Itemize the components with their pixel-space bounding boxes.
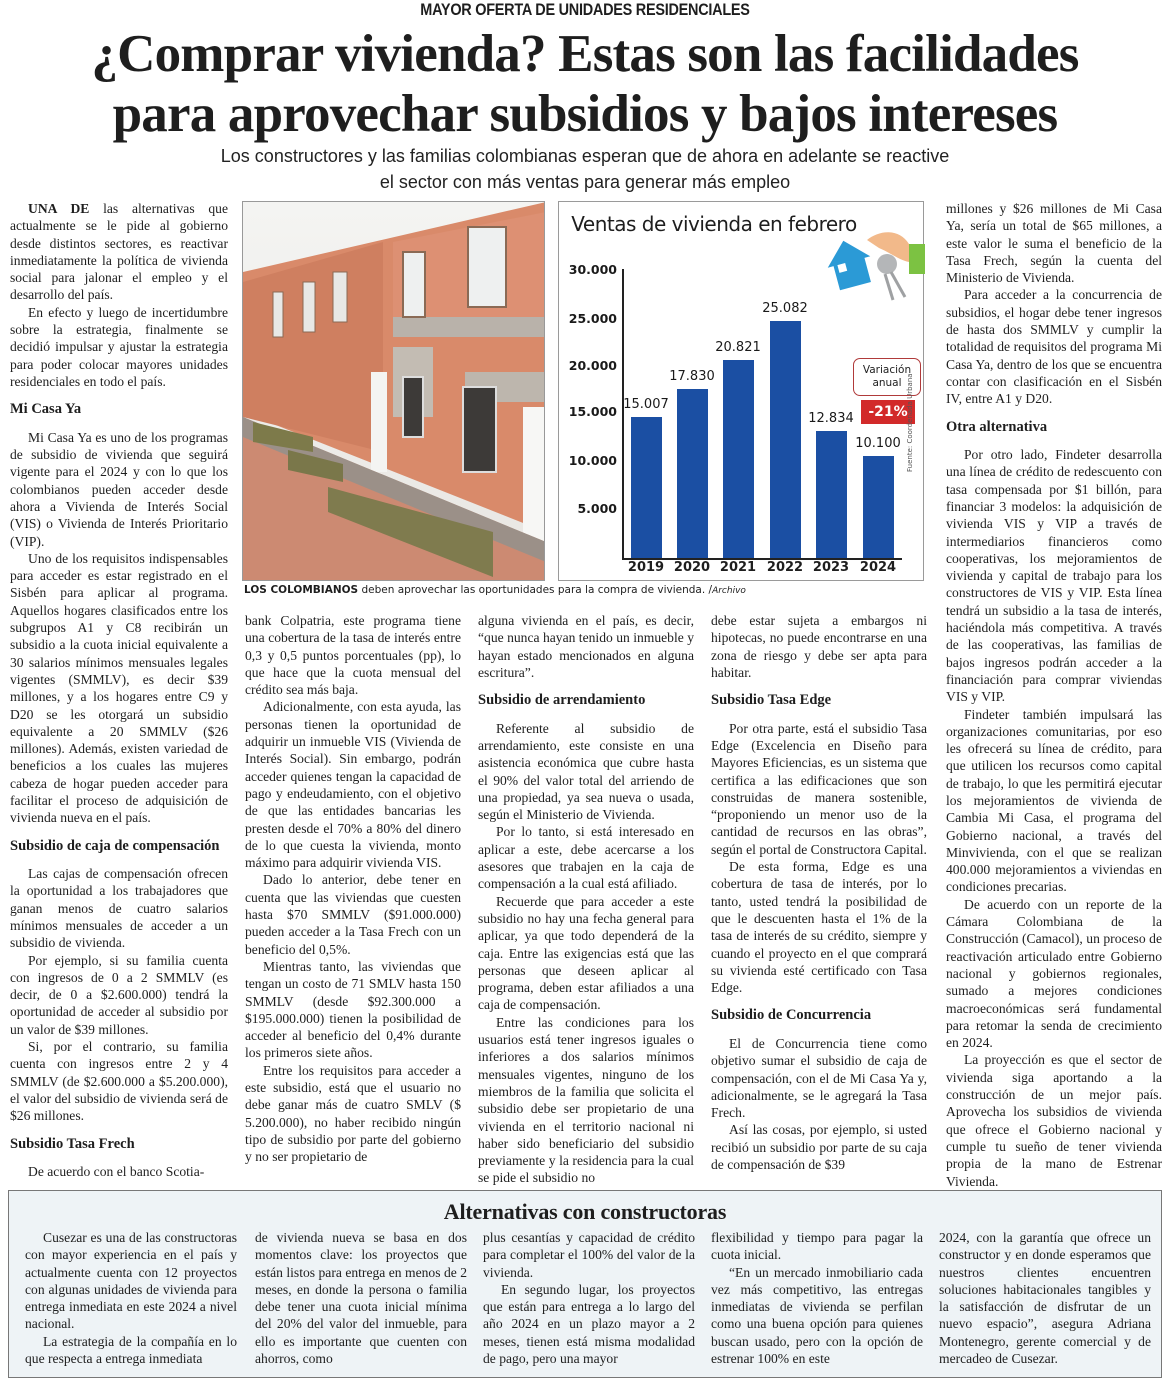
lead-paragraph: UNA DE las alternativas que actualmente se le pide al gobierno desde distintos sectores, es reactivar inmediatamente la política de vivienda social para jalonar el empleo y el desarrollo del país. [10,201,228,303]
paragraph: Dado lo anterior, debe tener en cuenta que las viviendas que cuesten hasta $70 SMMLV ($91.000.000) pueden acceder a la Tasa Frech con un beneficio del 0,5%. [245,872,461,957]
chart-source: Fuente: Coordenada Urbana [906,373,914,472]
subheading-mi-casa-ya: Mi Casa Ya [10,401,82,418]
bar-value-label: 10.100 [855,436,901,451]
paragraph: Entre las condiciones para los usuarios está tener ingresos iguales o inferiores a dos salarios mínimos mensuales vigentes, ninguno de los miembros de la familia que solicita el subsidio debe ser propietario de una vivienda en el territorio nacional ni haber sido beneficiario del subsidio previamente y la residencia para la cual se pide el subsidio no [478,1014,694,1186]
bar-2021 [723,360,754,558]
subheading-tasa-frech: Subsidio Tasa Frech [10,1135,135,1152]
paragraph: Mi Casa Ya es uno de los programas de subsidio de vivienda que seguirá vigente para el 2024 y con lo que los colombianos pueden acceder desde ahora a Vivienda de Interés Social (VIS) o Vivienda de Interés Prioritario (VIP). [10,429,228,549]
sidebar-column-5 [939,1229,1151,1367]
paragraph: Entre los requisitos para acceder a este subsidio, está que el usuario no debe ganar más de cuatro SMLV ($ 5.200.000), no haber recibido ningún tipo de subsidio por parte del gobierno y no ser propietario de [245,1062,461,1165]
sales-bar-chart [558,201,924,581]
x-tick: 2019 [627,560,665,575]
housing-photo [242,201,545,581]
paragraph: Si, por el contrario, su familia cuenta con ingresos entre 2 y 4 SMMLV (de $2.600.000 a $5.200.000), el valor del subsidio de vivienda será de $26 millones. [10,1039,228,1124]
paragraph: alguna vivienda en el país, es decir, “que nunca hayan tenido un inmueble y hayan estado mencionados en alguna escritura”. [478,613,694,680]
x-tick: 2024 [859,560,897,575]
paragraph: Por lo tanto, si está interesado en aplicar a este, debe acercarse a los asesores que trabajen en la caja de compensación a la cual está afiliado. [478,824,694,892]
x-tick: 2022 [766,560,804,575]
y-tick: 5.000 [577,501,617,516]
bar-2023 [816,431,847,558]
paragraph: En segundo lugar, los proyectos que están para entrega a lo largo del año 2024 en un plazo mayor a 2 meses, tienen está misma modalidad de pago, pero una mayor [483,1281,695,1367]
paragraph: de vivienda nueva se basa en dos momentos clave: los proyectos que están listos para entrega en menos de 2 meses, en donde la persona o familia debe tener una cuota inicial mínima del 20% del valor del inmueble, para ello es importante que cuenten con ahorros, como [255,1230,467,1367]
subheading-otra-alternativa: Otra alternativa [946,418,1048,435]
headline [0,24,1170,144]
sidebar-column-3 [483,1229,695,1367]
photo-caption: LOS COLOMBIANOS deben aprovechar las oportunidades para la compra de vivienda. /Archivo [244,584,746,596]
deck-line-1: Los constructores y las familias colombianas esperan que de ahora en adelante se reactive [220,146,950,166]
article-column-5 [946,200,1162,1190]
x-tick: 2020 [673,560,711,575]
kicker: MAYOR OFERTA DE UNIDADES RESIDENCIALES [420,0,750,19]
paragraph: La proyección es que el sector de vivienda siga aportando a la construcción de un mejor país. Aprovecha los subsidios de vivienda que ofrece el Gobierno nacional y cumple tu sueño de tener vivienda propia de la mano de Estrenar Vivienda. [946,1052,1162,1189]
paragraph: De esta forma, Edge es una cobertura de tasa de interés, por lo tanto, usted tendrá la posibilidad de que le descuenten hasta el 1% de la tasa de interés de su crédito, siempre y cuando el proyecto en el que comprará su vivienda esté certificado con Tasa Edge. [711,859,927,996]
sidebar-box-constructoras [8,1190,1162,1378]
deck-subtitle [0,143,1170,195]
headline-line-2: para aprovechar subsidios y bajos intereses [112,85,1058,143]
x-tick: 2023 [812,560,850,575]
paragraph: bank Colpatria, este programa tiene una cobertura de la tasa de interés entre 0,3 y 0,5 puntos porcentuales (pp), lo que hace que la cuota mensual del crédito sea más baja. [245,613,461,698]
annual-variation-label: Variación anual [853,358,921,396]
y-tick: 25.000 [568,311,617,326]
paragraph: Cusezar es una de las constructoras con mayor experiencia en el país y actualmente cuenta con 12 proyectos con algunas unidades de vivienda para entrega inmediata en este 2024 a nivel nacional. [25,1230,237,1332]
article-column-4 [711,612,927,1173]
subheading-concurrencia: Subsidio de Concurrencia [711,1007,872,1024]
bar-2022 [770,321,801,558]
paragraph: Referente al subsidio de arrendamiento, este consiste en una asistencia económica que cubre hasta el 90% del valor total del arriendo de una propiedad, ya sea nueva o usada, según el Ministerio de Vivienda. [478,720,694,823]
bar-2020 [677,389,708,558]
paragraph: Por otra parte, está el subsidio Tasa Edge (Excelencia en Diseño para Mayores Eficiencias, es un sistema que certifica a las edificaciones que son construidas de manera sostenible, “proponiendo un menor uso de la cantidad de recursos en las obras”, según el portal de Constructora Capital. [711,720,927,857]
article-column-3 [478,612,694,1187]
paragraph: 2024, con la garantía que ofrece un constructor y en donde esperamos que nuestros clientes encuentren soluciones habitacionales tangibles y la satisfacción de disfrutar de un nuevo espacio”, asegura Adriana Montenegro, gerente comercial y de mercadeo de Cusezar. [939,1230,1151,1367]
paragraph: Recuerde que para acceder a este subsidio no hay una fecha general para aplicar, ya que todo dependerá de la caja. Entre las exigencias está que las personas que deseen aplicar al programa, deben estar afiliados a una caja de compensación. [478,893,694,1013]
sidebar-title: Alternativas con constructoras [443,1199,727,1224]
caption-credit: Archivo [712,586,746,596]
paragraph: Por ejemplo, si su familia cuenta con ingresos de 0 a 2 SMMLV (es decir, de 0 a $2.600.000) tendrá la oportunidad de acceder al subsidio por un valor de $39 millones. [10,952,228,1037]
subheading-caja-compensacion: Subsidio de caja de compensación [10,837,220,854]
y-tick: 10.000 [568,453,617,468]
bar-value-label: 12.834 [808,411,854,426]
paragraph: flexibilidad y tiempo para pagar la cuota inicial. [711,1230,923,1263]
paragraph: debe estar sujeta a embargos ni hipotecas, no puede encontrarse en una zona de riesgo y debe ser apta para habitar. [711,613,927,680]
paragraph: Para acceder a la concurrencia de subsidios, el hogar debe tener ingresos de hasta dos SMMLV y cumplir la totalidad de requisitos del programa Mi Casa Ya, dentro de los que se encuentra contar con clasificación en el Sisbén IV, entre A1 y D20. [946,287,1162,407]
caption-bold: LOS COLOMBIANOS [244,584,359,596]
annual-variation-value: -21% [861,400,915,424]
subheading-arrendamiento: Subsidio de arrendamiento [478,692,646,709]
sidebar-column-4 [711,1229,923,1367]
y-tick: 15.000 [568,404,617,419]
article-column-2 [245,612,461,1166]
article-column-1 [10,200,228,1180]
paragraph: En efecto y luego de incertidumbre sobre la estrategia, finalmente se decidió impulsar y ajustar la estrategia para poder colocar mayores unidades residenciales en todo el país. [10,304,228,389]
bar-value-label: 15.007 [623,397,669,412]
paragraph: De acuerdo con el banco Scotia- [28,1164,205,1180]
bar-2019 [631,417,662,558]
paragraph: “En un mercado inmobiliario cada vez más competitivo, las entregas inmediatas de vivienda se perfilan como una buena opción para quienes buscan usado, pero con la opción de estrenar 100% en este [711,1264,923,1367]
y-tick: 30.000 [568,262,617,277]
bar-value-label: 25.082 [762,301,808,316]
bar-value-label: 17.830 [669,369,715,384]
bar-value-label: 20.821 [715,340,761,355]
sidebar-column-2 [255,1229,467,1367]
paragraph: El de Concurrencia tiene como objetivo sumar el subsidio de caja de compensación, con el de Mi Casa Ya y, adicionalmente, se le agregará la Tasa Frech. [711,1035,927,1121]
townhouses-image [243,202,545,581]
paragraph: millones y $26 millones de Mi Casa Ya, sería un total de $65 millones, a este valor le suma el beneficio de la Tasa Frech, según la cuenta del Ministerio de Vivienda. [946,201,1162,286]
paragraph: Por otro lado, Findeter desarrolla una línea de crédito de redescuento con tasa compensada por $1 billón, para financiar 3 modelos: la adquisición de vivienda VIS y VIP a través de intermediarios financieros como cooperativas, los mejoramientos de vivienda y capital de trabajo para los constructores de VIS y VIP. Esta línea tendrá un subsidio a la tasa de interés, haciéndola más competitiva. A través de las cooperativas, las familias de bajos ingresos podrán acceder a la financiación para comprar viviendas VIS y VIP. [946,447,1162,705]
paragraph: Uno de los requisitos indispensables para acceder es estar registrado en el Sisbén para aplicar al programa. Aquellos hogares clasificados entre los subgrupos A1 y C8 recibirán un subsidio a la cuota inicial equivalente a 30 salarios mínimos mensuales legales vigentes (SMMLV), es decir $39 millones, y a los hogares entre C9 y D20 se les otorgará un subsidio equivalente a 20 SMMLV ($26 millones). Además, existen variedad de beneficios a los cuales las mujeres cabeza de hogar pueden acceder para facilitar el proceso de adquisición de vivienda nueva en el país. [10,550,228,826]
headline-line-1: ¿Comprar vivienda? Estas son las facilidades [91,25,1079,83]
paragraph: plus cesantías y capacidad de crédito para completar el 100% del valor de la vivienda. [483,1230,695,1280]
x-tick: 2021 [719,560,757,575]
paragraph: Mientras tanto, las viviendas que tengan un costo de 71 SMLV hasta 150 SMMLV (desde $92.300.000 a $195.000.000) tienen la posibilidad de acceder al beneficio del 0,4% durante los primeros siete años. [245,958,461,1061]
bar-2024 [863,456,894,558]
subheading-tasa-edge: Subsidio Tasa Edge [711,692,832,709]
paragraph: De acuerdo con un reporte de la Cámara Colombiana de la Construcción (Camacol), un proceso de reactivación articulado entre Gobierno nacional y gobiernos regionales, sumado a mejores condiciones macroeconómicas será fundamental para retomar la senda de crecimiento en 2024. [946,896,1162,1051]
sidebar-column-1 [25,1229,237,1367]
lead-bold: UNA DE [28,201,90,216]
y-tick: 20.000 [568,358,617,373]
paragraph: Adicionalmente, con esta ayuda, las personas tienen la oportunidad de adquirir un inmueble VIS (Vivienda de Interés Social). Sin embargo, podrán acceder quienes tengan la capacidad de pago y endeudamiento, con el objetivo de que las entidades bancarias les presten desde el 70% a 80% del dinero de lo que cuesta la vivienda, monto máximo para adquirir vivienda VIS. [245,699,461,871]
paragraph: Las cajas de compensación ofrecen la oportunidad a los trabajadores que ganan menos de cuatro salarios mínimos mensuales de acceder a un subsidio de vivienda. [10,866,228,951]
house-keys-icon [809,222,925,322]
paragraph: Findeter también impulsará las organizaciones comunitarias, por eso les ofrecerá su línea de crédito, para que utilicen los recursos como capital de trabajo, lo que les permitirá ejecutar los mejoramientos de vivienda de Cambia Mi Casa, el programa del Gobierno nacional, a través del Minvivienda, con el que se realizan 400.000 mejoramientos a viviendas en condiciones precarias. [946,706,1162,895]
deck-line-2: el sector con más ventas para generar más empleo [379,172,791,192]
y-axis [622,269,624,559]
paragraph: Así las cosas, por ejemplo, si usted recibió un subsidio por parte de su caja de compensación de $39 [711,1122,927,1173]
paragraph: La estrategia de la compañía en lo que respecta a entrega inmediata [25,1333,237,1367]
chart-title: Ventas de vivienda en febrero [571,212,857,236]
